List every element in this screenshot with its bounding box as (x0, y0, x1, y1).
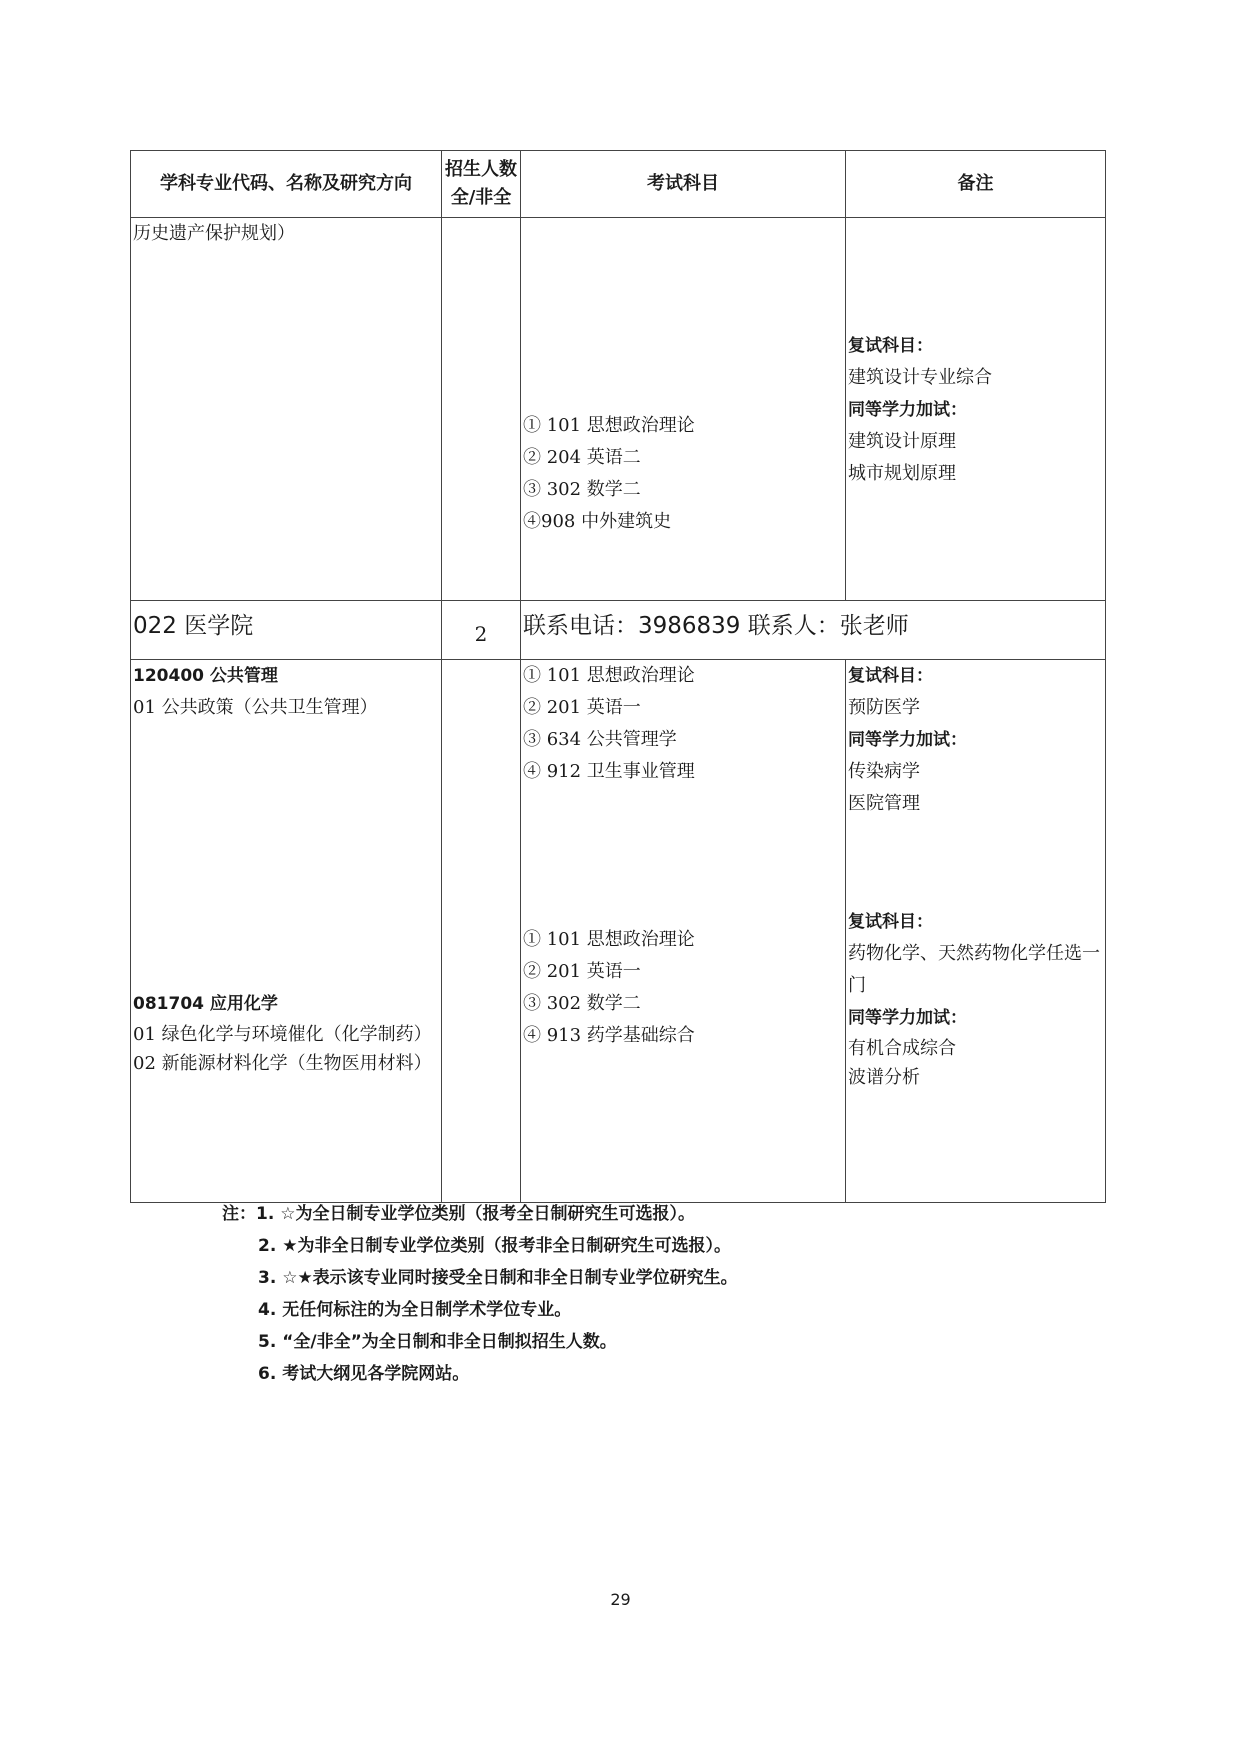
department-quota: 2 (474, 622, 488, 646)
table-row (131, 218, 1106, 601)
subject-item: ④908 中外建筑史 (523, 511, 672, 532)
subject-item: ② 201 英语一 (523, 961, 641, 982)
equiv-label: 同等学力加试： (848, 730, 967, 750)
note-item: 注：1. ☆为全日制专业学位类别（报考全日制研究生可选报）。 (222, 1204, 695, 1224)
note-item: 3. ☆★表示该专业同时接受全日制和非全日制专业学位研究生。 (258, 1268, 738, 1288)
program-direction: 02 新能源材料化学（生物医用材料） (133, 1053, 432, 1074)
quota-cell (442, 660, 521, 1203)
remarks-cell (846, 660, 1106, 1203)
subject-item: ④ 912 卫生事业管理 (523, 761, 695, 782)
note-item: 6. 考试大纲见各学院网站。 (258, 1364, 470, 1384)
note-item: 2. ★为非全日制专业学位类别（报考非全日制研究生可选报）。 (258, 1236, 731, 1256)
program-cell (131, 218, 442, 601)
department-name: 022 医学院 (133, 613, 254, 639)
equiv-label: 同等学力加试： (848, 1008, 967, 1028)
program-code-name: 081704 应用化学 (133, 994, 278, 1014)
subject-item: ② 201 英语一 (523, 697, 641, 718)
header-quota-line2: 全/非全 (450, 187, 512, 208)
subject-item: ① 101 思想政治理论 (523, 415, 695, 436)
department-contact-cell (521, 601, 1106, 660)
quota-cell (442, 218, 521, 601)
department-contact: 联系电话：3986839 联系人：张老师 (523, 613, 909, 639)
equiv-subject: 建筑设计原理 (848, 431, 956, 452)
retest-label: 复试科目： (848, 666, 933, 686)
subject-item: ② 204 英语二 (523, 447, 641, 468)
subjects-cell (521, 218, 846, 601)
equiv-subject: 城市规划原理 (848, 463, 956, 484)
program-direction: 01 绿色化学与环境催化（化学制药） (133, 1024, 432, 1045)
program-continuation: 历史遗产保护规划） (133, 223, 295, 244)
equiv-subject: 波谱分析 (848, 1067, 920, 1088)
subject-item: ① 101 思想政治理论 (523, 929, 695, 950)
header-program: 学科专业代码、名称及研究方向 (131, 151, 442, 218)
enrollment-table (130, 150, 1106, 1203)
retest-subject: 药物化学、天然药物化学任选一门 (848, 943, 1100, 996)
department-quota-cell (442, 601, 521, 660)
department-name-cell (131, 601, 442, 660)
subject-item: ③ 302 数学二 (523, 993, 641, 1014)
note-item: 4. 无任何标注的为全日制学术学位专业。 (258, 1300, 572, 1320)
header-quota (442, 151, 521, 218)
retest-subject: 预防医学 (848, 697, 920, 718)
notes-section (222, 1198, 738, 1390)
program-direction: 01 公共政策（公共卫生管理） (133, 697, 378, 718)
retest-label: 复试科目： (848, 336, 933, 356)
header-remarks: 备注 (846, 151, 1106, 218)
equiv-subject: 有机合成综合 (848, 1038, 956, 1059)
header-subjects: 考试科目 (521, 151, 846, 218)
subject-item: ③ 302 数学二 (523, 479, 641, 500)
page-number: 29 (610, 1590, 631, 1609)
header-quota-line1: 招生人数 (445, 159, 517, 180)
table-header-row (131, 151, 1106, 218)
equiv-subject: 传染病学 (848, 761, 920, 782)
table-row (131, 660, 1106, 1203)
note-item: 5. “全/非全”为全日制和非全日制拟招生人数。 (258, 1332, 617, 1352)
remarks-cell (846, 218, 1106, 601)
program-cell (131, 660, 442, 1203)
subject-item: ④ 913 药学基础综合 (523, 1025, 695, 1046)
department-row (131, 601, 1106, 660)
program-code-name: 120400 公共管理 (133, 666, 278, 686)
subject-item: ① 101 思想政治理论 (523, 665, 695, 686)
equiv-subject: 医院管理 (848, 793, 920, 814)
subject-item: ③ 634 公共管理学 (523, 729, 677, 750)
retest-subject: 建筑设计专业综合 (848, 367, 992, 388)
retest-label: 复试科目： (848, 912, 933, 932)
equiv-label: 同等学力加试： (848, 400, 967, 420)
subjects-cell (521, 660, 846, 1203)
